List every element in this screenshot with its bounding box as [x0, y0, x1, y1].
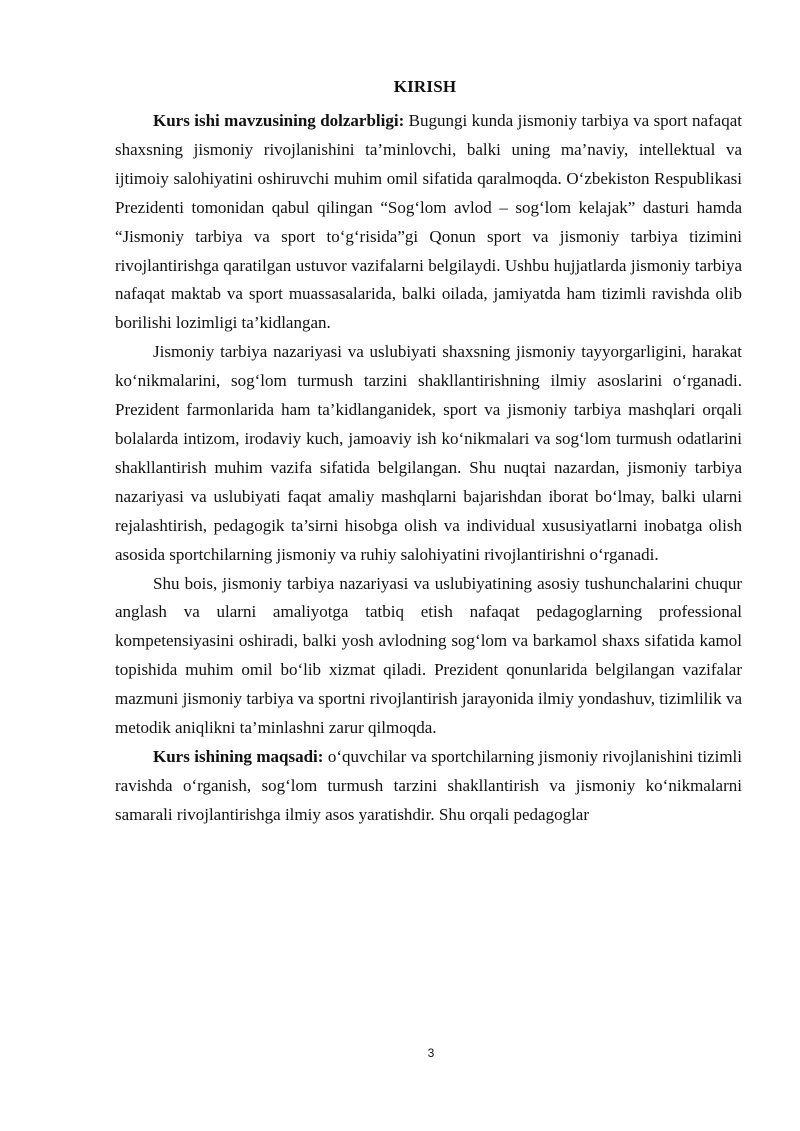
paragraph-text: o‘quvchilar va sportchilarning jismoniy rivojlanishini tizimli ravishda o‘rganish, sog‘lom turmush tarzini shakllantirish va jismoniy ko‘nikmalarni samarali rivojlantirishga ilmiy asos yaratishdir. Shu orqali pedagoglar [115, 746, 742, 824]
paragraph-importance [115, 570, 742, 743]
paragraph-theory [115, 338, 742, 569]
paragraph-text: Bugungi kunda jismoniy tarbiya va sport nafaqat shaxsning jismoniy rivojlanishini ta’minlovchi, balki uning ma’naviy, intellektual va ijtimoiy salohiyatini oshiruvchi muhim omil sifatida qaralmoqda. O‘zbekiston Respublikasi Prezidenti tomonidan qabul qilingan “Sog‘lom avlod – sog‘lom kelajak” dasturi hamda “Jismoniy tarbiya va sport to‘g‘risida”gi Qonun sport va jismoniy tarbiya tizimini rivojlantirishga qaratilgan ustuvor vazifalarni belgilaydi. Ushbu hujjatlarda jismoniy tarbiya nafaqat maktab va sport muassasalarida, balki oilada, jamiyatda ham tizimli ravishda olib borilishi lozimligi ta’kidlangan. [115, 111, 742, 333]
paragraph-relevance [115, 107, 742, 338]
paragraph-lead: Kurs ishi mavzusining dolzarbligi: [153, 111, 405, 130]
page-number: 3 [427, 1046, 435, 1060]
paragraph-text: Jismoniy tarbiya nazariyasi va uslubiyati shaxsning jismoniy tayyorgarligini, harakat ko‘nikmalarini, sog‘lom turmush tarzini shakllantirishning ilmiy asoslarini o‘rganadi. Prezident farmonlarida ham ta’kidlanganidek, sport va jismoniy tarbiya mashqlari orqali bolalarda intizom, irodaviy kuch, jamoaviy ish ko‘nikmalari va sog‘lom turmush odatlarini shakllantirish muhim vazifa sifatida belgilangan. Shu nuqtai nazardan, jismoniy tarbiya nazariyasi va uslubiyati faqat amaliy mashqlarni bajarishdan iborat bo‘lmay, balki ularni rejalashtirish, pedagogik ta’sirni hisobga olish va individual xususiyatlarni inobatga olish asosida sportchilarning jismoniy va ruhiy salohiyatini rivojlantirishni o‘rganadi. [115, 342, 742, 564]
paragraph-goal [115, 743, 742, 830]
paragraph-text: Shu bois, jismoniy tarbiya nazariyasi va uslubiyatining asosiy tushunchalarini chuqur anglash va ularni amaliyotga tatbiq etish nafaqat pedagoglarning professional kompetensiyasini oshiradi, balki yosh avlodning sog‘lom va barkamol shaxs sifatida kamol topishida muhim omil bo‘lib xizmat qiladi. Prezident qonunlarida belgilangan vazifalar mazmuni jismoniy tarbiya va sportni rivojlantirish jarayonida ilmiy yondashuv, tizimlilik va metodik aniqlikni ta’minlashni zarur qilmoqda. [115, 573, 742, 738]
paragraph-lead: Kurs ishining maqsadi: [153, 746, 324, 766]
body-text [115, 107, 742, 830]
section-heading: KIRISH [393, 77, 457, 96]
